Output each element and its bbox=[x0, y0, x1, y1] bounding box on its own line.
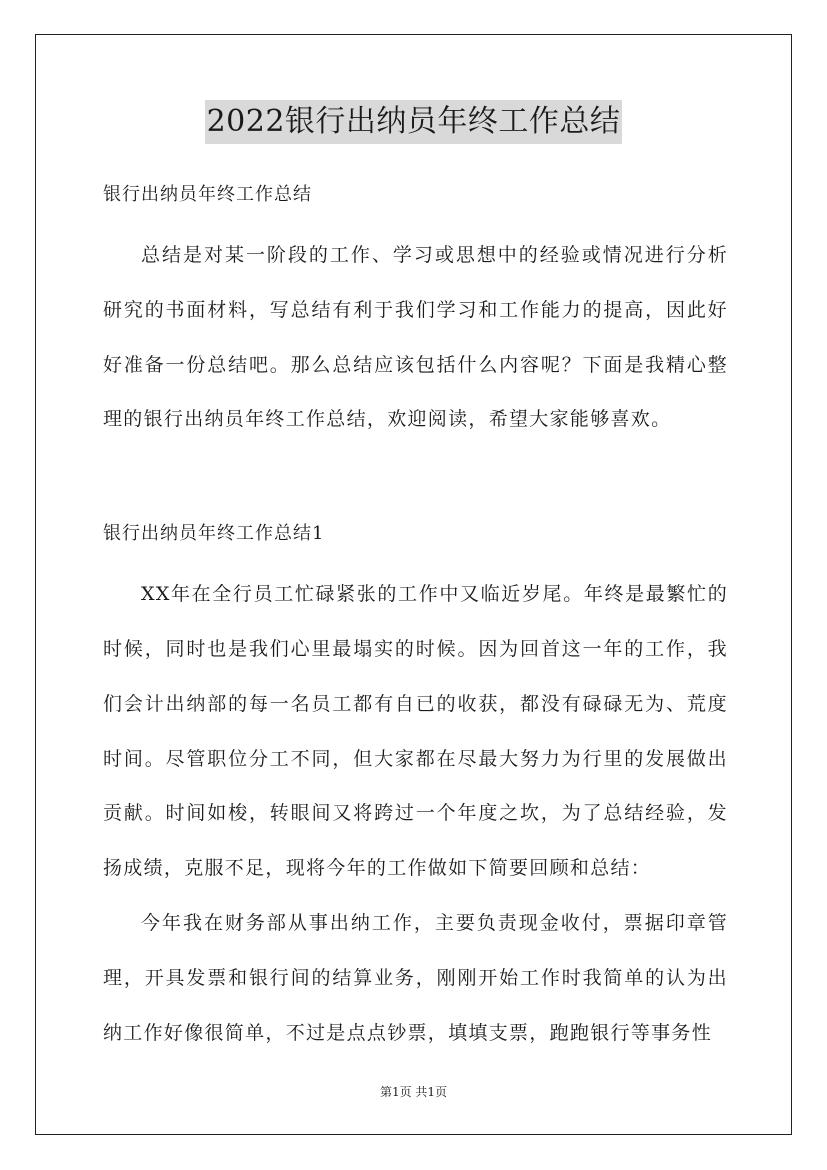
document-title: 2022银行出纳员年终工作总结 bbox=[205, 100, 623, 144]
title-wrap bbox=[0, 100, 827, 144]
page-footer: 第1页 共1页 bbox=[379, 1085, 448, 1099]
spacer bbox=[103, 214, 728, 228]
document-body bbox=[103, 176, 728, 1060]
intro-paragraph: 总结是对某一阶段的工作、学习或思想中的经验或情况进行分析研究的书面材料，写总结有利于我们学习和工作能力的提高，因此好好准备一份总结吧。那么总结应该包括什么内容呢？下面是我精心整理的银行出纳员年终工作总结，欢迎阅读，希望大家能够喜欢。 bbox=[103, 244, 728, 431]
heading-section-1: 银行出纳员年终工作总结1 bbox=[103, 523, 325, 545]
section-1-paragraph-2: 今年我在财务部从事出纳工作，主要负责现金收付，票据印章管理，开具发票和银行间的结算业务，刚刚开始工作时我简单的认为出纳工作好像很简单，不过是点点钞票，填填支票，跑跑银行等事务性 bbox=[103, 911, 728, 1044]
spacer bbox=[103, 553, 728, 567]
section-1-paragraph-1: XX年在全行员工忙碌紧张的工作中又临近岁尾。年终是最繁忙的时候，同时也是我们心里最塌实的时候。因为回首这一年的工作，我们会计出纳部的每一名员工都有自已的收获，都没有碌碌无为、荒度时间。尽管职位分工不同，但大家都在尽最大努力为行里的发展做出贡献。时间如梭，转眼间又将跨过一个年度之坎，为了总结经验，发扬成绩，克服不足，现将今年的工作做如下简要回顾和总结： bbox=[103, 583, 728, 880]
heading-main: 银行出纳员年终工作总结 bbox=[103, 184, 312, 205]
spacer bbox=[103, 447, 728, 515]
